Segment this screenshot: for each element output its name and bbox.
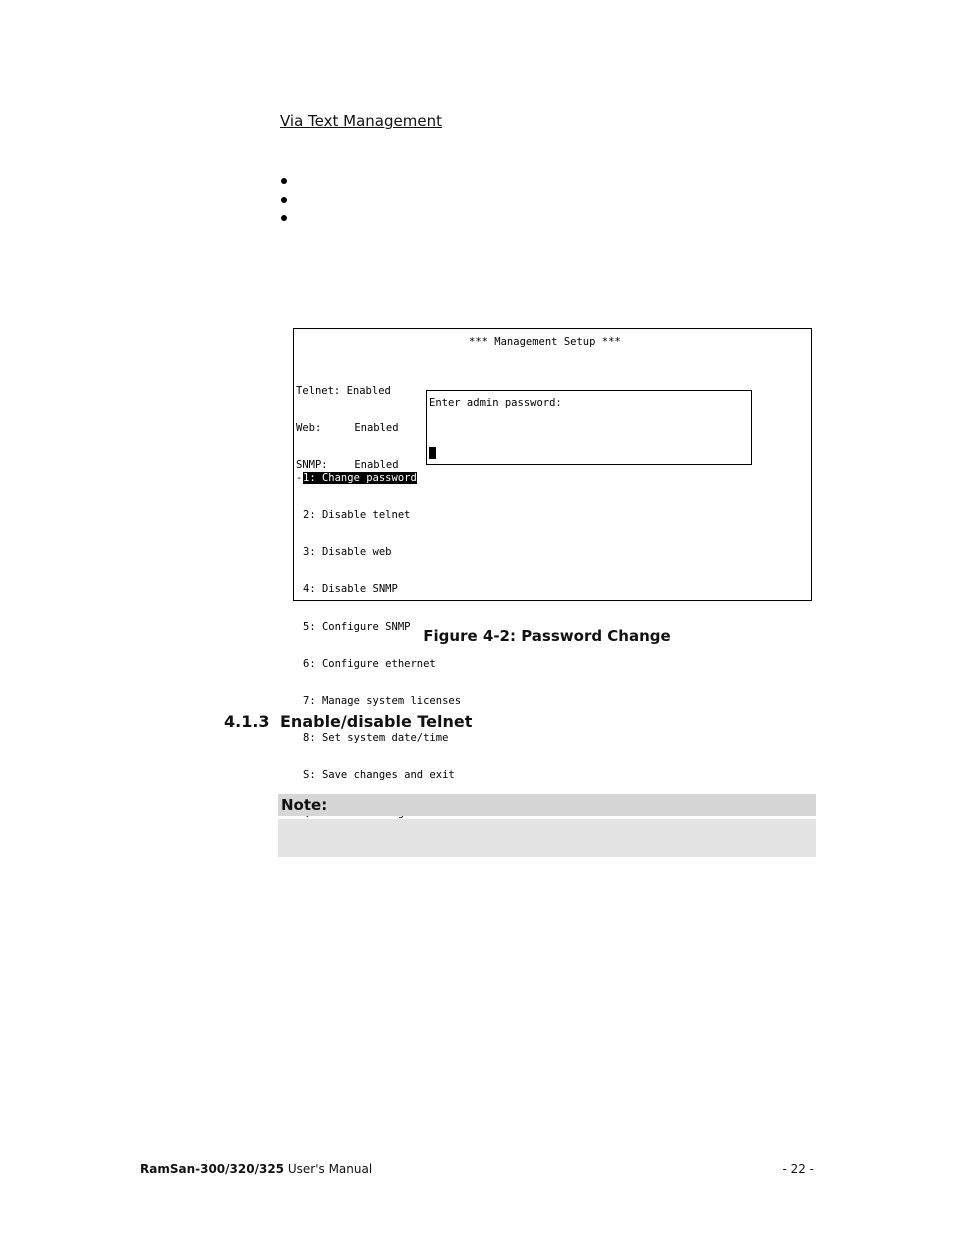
menu-item-configure-ethernet[interactable]: 6: Configure ethernet [303, 657, 436, 670]
figure-caption: Figure 4-2: Password Change [423, 627, 671, 645]
bullet-dot-icon [281, 197, 287, 203]
text-cursor[interactable] [429, 447, 436, 459]
status-telnet: Telnet: Enabled [296, 384, 391, 397]
note-box [278, 794, 816, 857]
note-label: Note: [278, 794, 816, 816]
menu-item-change-password[interactable]: -1: Change password [296, 471, 417, 484]
section-title: Enable/disable Telnet [280, 712, 473, 731]
menu-item-disable-snmp[interactable]: 4: Disable SNMP [303, 583, 398, 596]
page-number: - 22 - [782, 1162, 814, 1176]
menu-item-disable-telnet[interactable]: 2: Disable telnet [303, 509, 411, 522]
menu-item-disable-web[interactable]: 3: Disable web [303, 546, 392, 559]
menu-item-save-exit[interactable]: S: Save changes and exit [303, 769, 455, 782]
bullet-dot-icon [281, 178, 287, 184]
menu-item-manage-licenses[interactable]: 7: Manage system licenses [303, 695, 462, 708]
status-snmp: SNMP: Enabled [296, 459, 399, 472]
terminal-menu [296, 447, 474, 844]
section-heading [224, 712, 472, 731]
section-number: 4.1.3 [224, 712, 270, 731]
note-body [278, 819, 816, 857]
status-web: Web: Enabled [296, 422, 399, 435]
bullet-dot-icon [281, 215, 287, 221]
password-dialog [426, 390, 752, 465]
password-prompt: Enter admin password: [429, 397, 562, 409]
menu-item-set-date-time[interactable]: 8: Set system date/time [303, 732, 449, 745]
terminal-title: *** Management Setup *** [469, 336, 621, 348]
menu-item-configure-snmp[interactable]: 5: Configure SNMP [303, 620, 411, 633]
footer-product: RamSan-300/320/325 [140, 1162, 285, 1176]
footer-title [140, 1162, 372, 1176]
subsection-link[interactable]: Via Text Management [280, 112, 442, 130]
footer-manual: User's Manual [284, 1162, 373, 1176]
